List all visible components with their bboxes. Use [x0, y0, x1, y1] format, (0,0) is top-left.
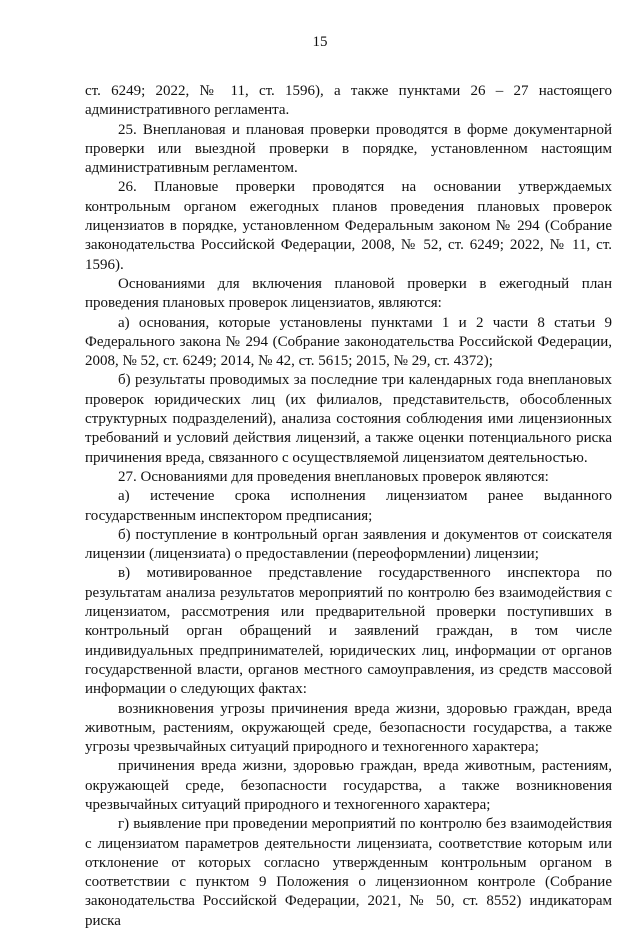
text-line: 2008, № 52, ст. 6249; 2014, № 42, ст. 5615; 2015, № 29, ст. 4372);: [85, 353, 493, 370]
paragraph-27-item-v: [85, 564, 612, 699]
paragraph-item-a: [85, 314, 612, 372]
text-line: 25. Внеплановая и плановая проверки проводятся в форме документарной: [118, 121, 612, 138]
page-number: 15: [312, 34, 328, 50]
text-line: государственным инспектором предписания;: [85, 507, 373, 524]
text-line: в контрольный орган обращений и заявлений граждан, в том числе: [85, 604, 613, 640]
paragraph-25: [85, 121, 612, 179]
paragraph-27-item-a: [85, 487, 612, 526]
text-line: информации о следующих фактах:: [85, 681, 307, 698]
text-line: животным, растениям, окружающей среде, безопасности государства, а также: [85, 719, 612, 736]
text-line: а) истечение срока исполнения лицензиатом ранее выданного: [118, 488, 612, 505]
text-line: с лицензиатом параметров деятельности лицензиата, соответствие которым или: [85, 835, 612, 852]
text-line: причинения вреда, связанного с осуществляемой лицензиатом деятельностью.: [85, 449, 588, 466]
text-line: лицензиатов в порядке, установленном Федеральным законом № 294 (Собрание: [85, 218, 612, 235]
text-line: проверки или выездной проверки в порядке, установленном настоящим: [85, 140, 612, 157]
text-line: возникновения угрозы причинения вреда жизни, здоровью граждан, вреда: [118, 700, 612, 717]
text-line: индивидуальных предпринимателей, юридических лиц, информации от органов: [85, 642, 612, 659]
text-line: в) мотивированное представление государственного инспектора: [118, 565, 580, 582]
text-line: лицензии (лицензиата) о предоставлении (переоформлении) лицензии;: [85, 546, 539, 563]
text-line: проверок юридических лиц (их филиалов, представительств, обособленных: [85, 391, 612, 408]
text-line: причинения вреда жизни, здоровью граждан, вреда животным, растениям,: [118, 758, 612, 775]
text-line: г) выявление при проведении мероприятий по контролю без взаимодействия: [118, 816, 612, 833]
text-line: с лицензиатом, рассмотрения или предварительной проверки поступивших: [85, 584, 613, 621]
document-body: [85, 82, 612, 931]
text-line: Федерального закона № 294 (Собрание законодательства Российской Федерации,: [85, 333, 612, 350]
text-line: государственной власти, органов местного самоуправления, из средств массовой: [85, 661, 612, 678]
text-line: б) результаты проводимых за последние три календарных года внеплановых: [118, 372, 612, 389]
text-line: проведения плановых проверок лицензиатов, являются:: [85, 295, 442, 312]
text-line: по результатам анализа результатов мероприятий по контролю без взаимодействия: [85, 565, 612, 601]
text-line: ст. 6249; 2022, № 11, ст. 1596), а также пунктами 26 – 27 настоящего: [85, 83, 612, 99]
paragraph-27-item-b: [85, 526, 612, 565]
text-line: контрольным органом ежегодных планов проведения плановых проверок: [85, 198, 612, 215]
text-line: б) поступление в контрольный орган заявления и документов от соискателя: [118, 526, 612, 543]
paragraph-26: [85, 178, 612, 274]
paragraph-27-item-g: [85, 815, 612, 931]
text-line: отклонение от которых согласно утвержденным контрольным органом: [85, 854, 592, 871]
text-line: а) основания, которые установлены пунктами 1 и 2 части 8 статьи 9: [118, 314, 612, 331]
text-line: в соответствии с пунктом 9 Положения о лицензионном контроле (Собрание: [85, 854, 612, 891]
text-line: 26. Плановые проверки проводятся на основании утверждаемых: [118, 179, 612, 196]
text-line: ст. 1596).: [85, 237, 612, 273]
text-line: законодательства Российской Федерации, 2021, № 50, ст. 8552) индикаторам риска: [85, 893, 612, 929]
paragraph-grounds-planned: [85, 275, 612, 314]
text-line: административным регламентом.: [85, 160, 298, 177]
paragraph-threat-of-harm: [85, 700, 612, 758]
paragraph-harm-caused: [85, 757, 612, 815]
paragraph-27: [85, 468, 612, 487]
text-line: окружающей среде, безопасности государства, а также возникновения: [85, 777, 612, 794]
paragraph-continuation: [85, 82, 612, 121]
text-line: угрозы чрезвычайных ситуаций природного и техногенного характера;: [85, 739, 539, 756]
paragraph-item-b: [85, 371, 612, 467]
text-line: требований и условий действия лицензий, а также оценки потенциального риска: [85, 430, 612, 447]
text-line: административного регламента.: [85, 102, 290, 119]
text-line: законодательства Российской Федерации, 2008, № 52, ст. 6249; 2022, № 11,: [85, 237, 591, 254]
text-line: чрезвычайных ситуаций природного и техногенного характера;: [85, 796, 491, 813]
text-line: Основаниями для включения плановой проверки в ежегодный план: [118, 275, 612, 292]
text-line: структурных подразделений), анализа состояния соблюдения ими лицензионных: [85, 411, 612, 428]
text-line: 27. Основаниями для проведения внеплановых проверок являются:: [118, 468, 549, 485]
